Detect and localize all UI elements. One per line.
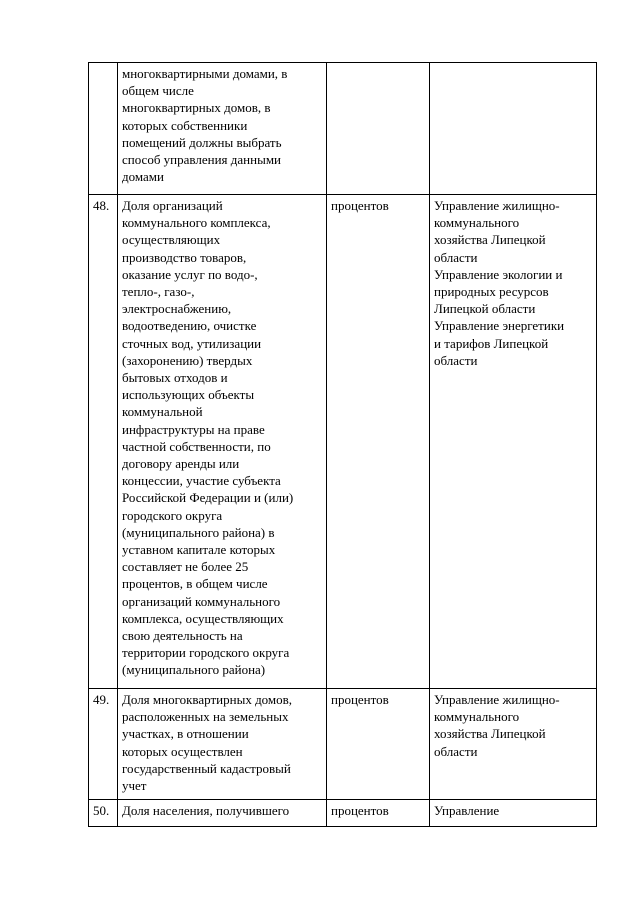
- indicator-name-cell: [118, 689, 327, 800]
- unit-cell: [327, 63, 430, 195]
- indicator-name-cell: [118, 195, 327, 689]
- row-number: 49.: [93, 692, 110, 707]
- unit-cell: [327, 800, 430, 827]
- table-row: [89, 195, 597, 689]
- responsible-cell: [430, 195, 597, 689]
- indicator-name: Доля многоквартирных домов, расположенных на земельных участках, в отношении которых осуществлен государственный кадастровый учет: [122, 692, 293, 794]
- indicator-name: Доля населения, получившего: [122, 803, 290, 818]
- indicator-name-cell: [118, 63, 327, 195]
- table-row: [89, 63, 597, 195]
- responsible-cell: [430, 689, 597, 800]
- row-number-cell: [89, 195, 118, 689]
- responsible-cell: [430, 63, 597, 195]
- responsible-cell: [430, 800, 597, 827]
- indicator-name: Доля организаций коммунального комплекса, осуществляющих производство товаров, оказание услуг по водо-, тепло-, газо-, электроснабжению, водоотведению, очистке сточных вод, утилизации (захоронению) твердых бытовых отходов и использующих объекты коммунальной инфраструктуры на праве частной собственности, по договору аренды или концессии, участие субъекта Российской Федерации и (или) городского округа (муниципального района) в уставном капитале которых составляет не более 25 процентов, в общем числе организаций коммунального комплекса, осуществляющих свою деятельность на территории городского округа (муниципального района): [122, 198, 294, 678]
- unit-cell: [327, 689, 430, 800]
- row-number-cell: [89, 800, 118, 827]
- indicator-name-cell: [118, 800, 327, 827]
- responsible-text: Управление жилищно- коммунального хозяйства Липецкой области Управление экологии и природных ресурсов Липецкой области Управление энергетики и тарифов Липецкой области: [434, 198, 565, 368]
- indicators-table: [88, 62, 597, 827]
- row-number: 48.: [93, 198, 110, 213]
- unit-text: процентов: [331, 198, 389, 213]
- unit-text: процентов: [331, 803, 389, 818]
- row-number-cell: [89, 63, 118, 195]
- unit-cell: [327, 195, 430, 689]
- table-row: [89, 800, 597, 827]
- row-number-cell: [89, 689, 118, 800]
- responsible-text: Управление жилищно- коммунального хозяйства Липецкой области: [434, 692, 560, 759]
- indicator-name: многоквартирными домами, в общем числе многоквартирных домов, в которых собственники помещений должны выбрать способ управления данными домами: [122, 66, 288, 185]
- unit-text: процентов: [331, 692, 389, 707]
- table-row: [89, 689, 597, 800]
- responsible-text: Управление: [434, 803, 500, 818]
- row-number: 50.: [93, 803, 110, 818]
